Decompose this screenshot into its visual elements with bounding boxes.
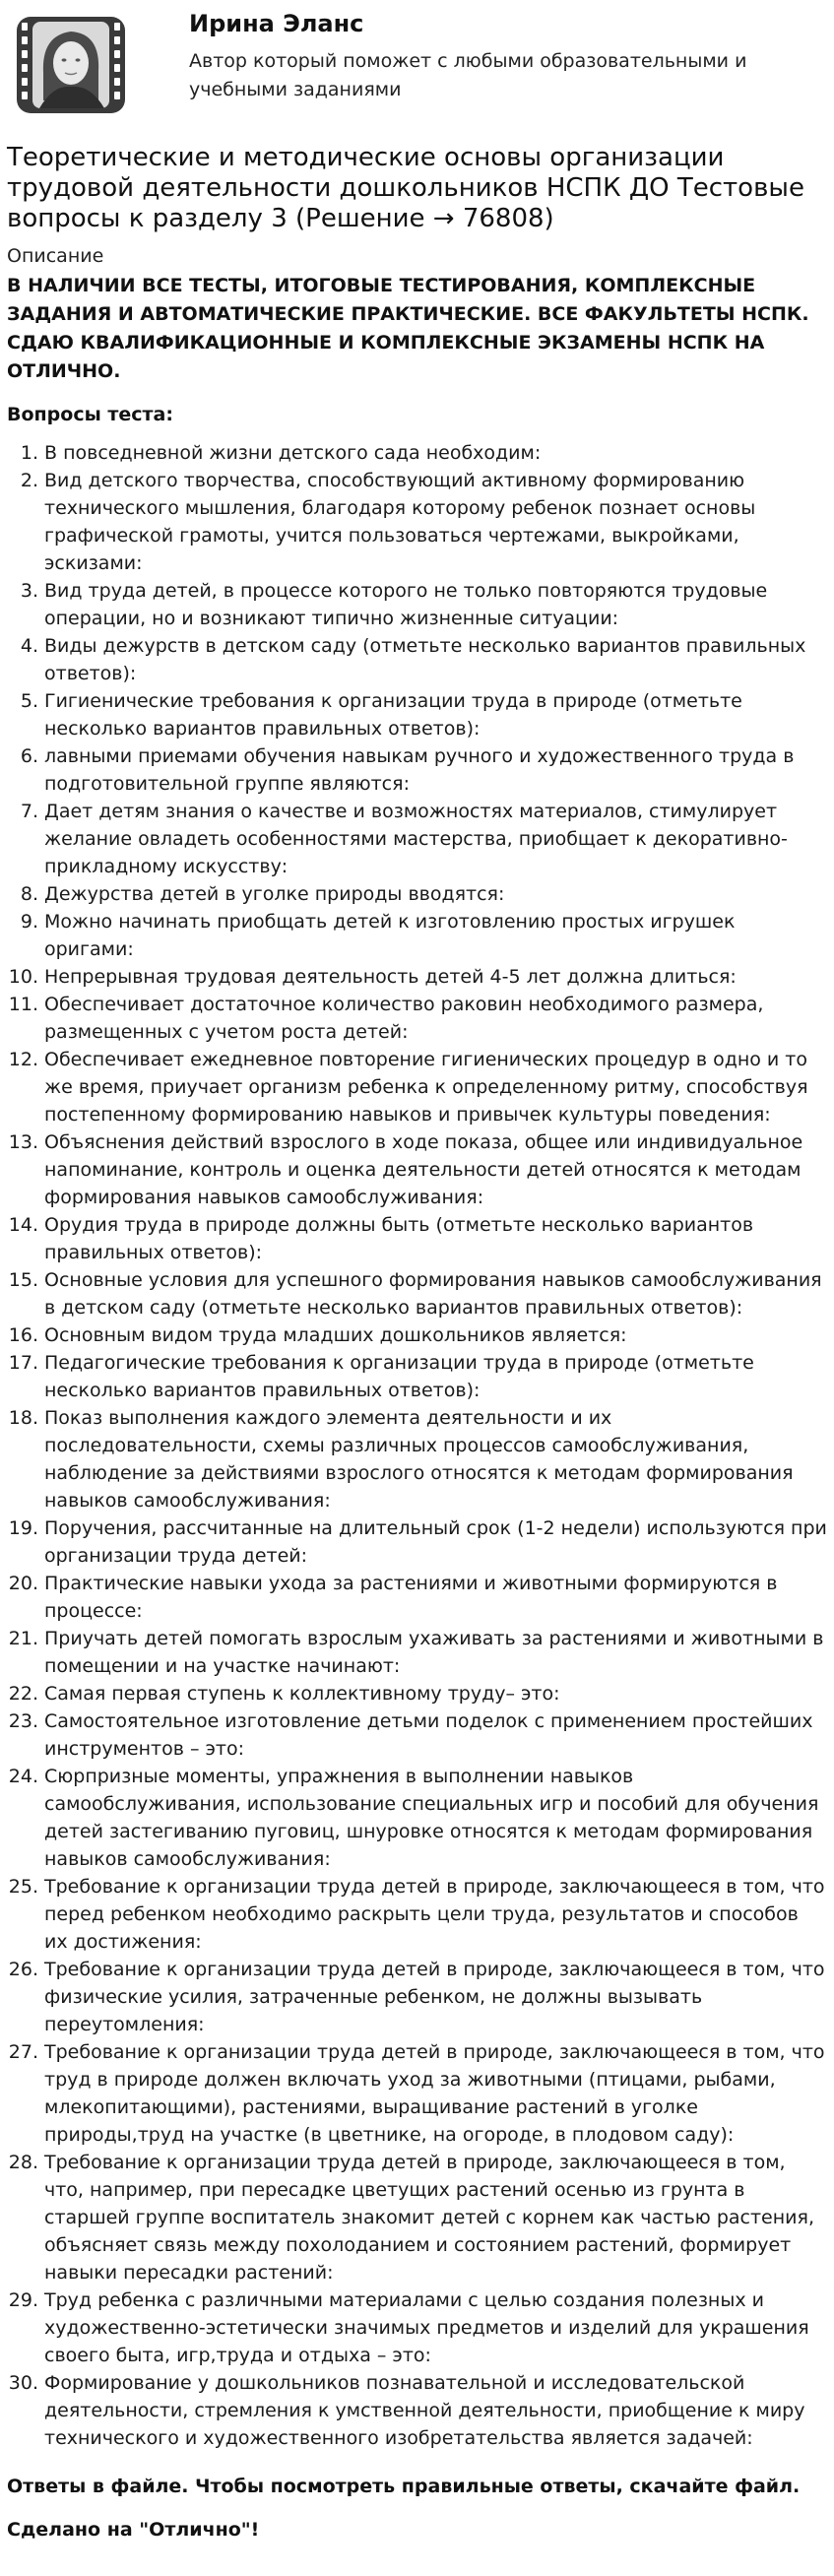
questions-heading: Вопросы теста:	[7, 404, 173, 425]
question-text: Вид детского творчества, способствующий активному формированию технического мышления, благодаря которому ребенок познает основы графической грамоты, учится пользоваться чертежами, выкройками, эскизами:	[44, 470, 756, 574]
question-item: 26. Требование к организации труда детей в природе, заключающееся в том, что физические усилия, затраченные ребенком, не должны вызывать переутомления:	[8, 1959, 825, 2035]
question-item: 27. Требование к организации труда детей в природе, заключающееся в том, что труд в природе должен включать уход за животными (птицами, рыбами, млекопитающими), растениями, выращивание растений в уголке природы,труд на участке (в цветнике, на огороде, в плодовом саду):	[8, 2041, 825, 2146]
document-title: Теоретические и методические основы организации трудовой деятельности дошкольников НСПК ДО Тестовые вопросы к разделу 3 (Решение → 76808)	[7, 143, 804, 233]
question-text: Дает детям знания о качестве и возможностях материалов, стимулирует желание овладеть особенностями мастерства, приобщает к декоративно-прикладному искусству:	[44, 801, 788, 877]
question-item: 13. Объяснения действий взрослого в ходе показа, общее или индивидуальное напоминание, контроль и оценка деятельности детей относятся к методам формирования навыков самообслуживания:	[8, 1131, 803, 1208]
question-text: Самостоятельное изготовление детьми поделок с применением простейших инструментов – это:	[44, 1710, 813, 1760]
question-text: Обеспечивает достаточное количество раковин необходимого размера, размещенных с учетом роста детей:	[44, 994, 764, 1043]
question-item: 9. Можно начинать приобщать детей к изготовлению простых игрушек оригами:	[20, 911, 736, 960]
question-text: Практические навыки ухода за растениями и животными формируются в процессе:	[44, 1573, 778, 1622]
question-text: Гигиенические требования к организации труда в природе (отметьте несколько вариантов правильных ответов):	[44, 690, 742, 740]
question-item: 6. лавными приемами обучения навыкам ручного и художественного труда в подготовительной группе являются:	[20, 745, 795, 795]
question-text: Требование к организации труда детей в природе, заключающееся в том, что физические усилия, затраченные ребенком, не должны вызывать переутомления:	[44, 1959, 825, 2035]
question-text: Виды дежурств в детском саду (отметьте несколько вариантов правильных ответов):	[44, 635, 806, 684]
description-label: Описание	[7, 245, 104, 267]
question-item: 22. Самая первая ступень к коллективному труду– это:	[8, 1683, 560, 1705]
question-item: 15. Основные условия для успешного формирования навыков самообслуживания в детском саду (отметьте несколько вариантов правильных ответов):	[8, 1269, 822, 1319]
question-item: 18. Показ выполнения каждого элемента деятельности и их последовательности, схемы различных процессов самообслуживания, наблюдение за действиями взрослого относятся к методам формирования навыков самообслуживания:	[8, 1407, 794, 1512]
question-text: Дежурства детей в уголке природы вводятся:	[44, 883, 505, 905]
question-item: 11. Обеспечивает достаточное количество раковин необходимого размера, размещенных с учетом роста детей:	[8, 994, 764, 1043]
author-avatar[interactable]	[14, 14, 128, 116]
question-text: Самая первая ступень к коллективному труду– это:	[44, 1683, 560, 1705]
question-text: Обеспечивает ежедневное повторение гигиенических процедур в одно и то же время, приучает организм ребенка к определенному ритму, способствуя постепенному формированию навыков и привычек культуры поведения:	[44, 1049, 808, 1126]
question-text: Требование к организации труда детей в природе, заключающееся в том, что перед ребенком необходимо раскрыть цели труда, результатов и способов их достижения:	[44, 1876, 825, 1953]
question-item: 12. Обеспечивает ежедневное повторение гигиенических процедур в одно и то же время, приучает организм ребенка к определенному ритму, способствуя постепенному формированию навыков и привычек культуры поведения:	[8, 1049, 808, 1126]
question-text: Требование к организации труда детей в природе, заключающееся в том, что, например, при пересадке цветущих растений осенью из грунта в старшей группе воспитатель знакомит детей с корнем как частью растения, объясняет связь между похолоданием и состоянием растений, формирует навыки пересадки растений:	[44, 2152, 814, 2284]
notice-text: В НАЛИЧИИ ВСЕ ТЕСТЫ, ИТОГОВЫЕ ТЕСТИРОВАНИЯ, КОМПЛЕКСНЫЕ ЗАДАНИЯ И АВТОМАТИЧЕСКИЕ ПРАКТИЧЕСКИЕ. ВСЕ ФАКУЛЬТЕТЫ НСПК. СДАЮ КВАЛИФИКАЦИОННЫЕ И КОМПЛЕКСНЫЕ ЭКЗАМЕНЫ НСПК НА ОТЛИЧНО.	[7, 275, 809, 382]
question-item: 20. Практические навыки ухода за растениями и животными формируются в процессе:	[8, 1573, 778, 1622]
question-text: Орудия труда в природе должны быть (отметьте несколько вариантов правильных ответов):	[44, 1214, 754, 1263]
question-text: Основные условия для успешного формирования навыков самообслуживания в детском саду (отметьте несколько вариантов правильных ответов):	[44, 1269, 822, 1319]
question-text: Вид труда детей, в процессе которого не только повторяются трудовые операции, но и возникают типично жизненные ситуации:	[44, 580, 768, 629]
question-item: 21. Приучать детей помогать взрослым ухаживать за растениями и животными в помещении и на участке начинают:	[8, 1628, 824, 1677]
answers-note: Ответы в файле. Чтобы посмотреть правильные ответы, скачайте файл.	[7, 2476, 801, 2497]
question-item: 30. Формирование у дошкольников познавательной и исследовательской деятельности, стремления к умственной деятельности, приобщение к миру технического и художественного изобретательства является задачей:	[8, 2372, 805, 2449]
question-text: Педагогические требования к организации труда в природе (отметьте несколько вариантов правильных ответов):	[44, 1352, 754, 1401]
question-item: 23. Самостоятельное изготовление детьми поделок с применением простейших инструментов – это:	[8, 1710, 813, 1760]
questions-list	[7, 439, 827, 2452]
question-text: Основным видом труда младших дошкольников является:	[44, 1324, 627, 1346]
question-item: 4. Виды дежурств в детском саду (отметьте несколько вариантов правильных ответов):	[20, 635, 806, 684]
question-text: Приучать детей помогать взрослым ухаживать за растениями и животными в помещении и на участке начинают:	[44, 1628, 824, 1677]
question-text: Формирование у дошкольников познавательной и исследовательской деятельности, стремления к умственной деятельности, приобщение к миру технического и художественного изобретательства является задачей:	[44, 2372, 805, 2449]
question-item: 19. Поручения, рассчитанные на длительный срок (1-2 недели) используются при организации труда детей:	[8, 1517, 827, 1567]
author-name[interactable]: Ирина Эланс	[189, 10, 364, 37]
question-item: 24. Сюрпризные моменты, упражнения в выполнении навыков самообслуживания, использование специальных игр и пособий для обучения детей застегиванию пуговиц, шнуровке относятся к методам формирования навыков самообслуживания:	[8, 1766, 819, 1870]
question-item: 3. Вид труда детей, в процессе которого не только повторяются трудовые операции, но и возникают типично жизненные ситуации:	[20, 580, 768, 629]
question-item: 5. Гигиенические требования к организации труда в природе (отметьте несколько вариантов правильных ответов):	[20, 690, 742, 740]
author-card	[7, 0, 827, 133]
question-item: 25. Требование к организации труда детей в природе, заключающееся в том, что перед ребенком необходимо раскрыть цели труда, результатов и способов их достижения:	[8, 1876, 825, 1953]
question-text: Можно начинать приобщать детей к изготовлению простых игрушек оригами:	[44, 911, 736, 960]
question-item: 2. Вид детского творчества, способствующий активному формированию технического мышления, благодаря которому ребенок познает основы графической грамоты, учится пользоваться чертежами, выкройками, эскизами:	[20, 470, 756, 574]
quality-note: Сделано на "Отлично"!	[7, 2519, 260, 2541]
question-text: В повседневной жизни детского сада необходим:	[44, 442, 542, 464]
author-description: Автор который поможет с любыми образовательными и учебными заданиями	[189, 50, 747, 100]
question-text: Объяснения действий взрослого в ходе показа, общее или индивидуальное напоминание, контроль и оценка деятельности детей относятся к методам формирования навыков самообслуживания:	[44, 1131, 803, 1208]
question-text: лавными приемами обучения навыкам ручного и художественного труда в подготовительной группе являются:	[44, 745, 795, 795]
question-item: 7. Дает детям знания о качестве и возможностях материалов, стимулирует желание овладеть особенностями мастерства, приобщает к декоративно-прикладному искусству:	[20, 801, 788, 877]
question-item: 29. Труд ребенка с различными материалами с целью создания полезных и художественно-эстетически значимых предметов и изделий для украшения своего быта, игр,труда и отдыха – это:	[8, 2289, 809, 2366]
question-item: 8. Дежурства детей в уголке природы вводятся:	[20, 883, 505, 905]
question-text: Сюрпризные моменты, упражнения в выполнении навыков самообслуживания, использование специальных игр и пособий для обучения детей застегиванию пуговиц, шнуровке относятся к методам формирования навыков самообслуживания:	[44, 1766, 819, 1870]
question-item: 16. Основным видом труда младших дошкольников является:	[8, 1324, 627, 1346]
question-text: Показ выполнения каждого элемента деятельности и их последовательности, схемы различных процессов самообслуживания, наблюдение за действиями взрослого относятся к методам формирования навыков самообслуживания:	[44, 1407, 794, 1512]
question-text: Труд ребенка с различными материалами с целью создания полезных и художественно-эстетически значимых предметов и изделий для украшения своего быта, игр,труда и отдыха – это:	[44, 2289, 809, 2366]
question-text: Требование к организации труда детей в природе, заключающееся в том, что труд в природе должен включать уход за животными (птицами, рыбами, млекопитающими), растениями, выращивание растений в уголке природы,труд на участке (в цветнике, на огороде, в плодовом саду):	[44, 2041, 825, 2146]
question-text: Поручения, рассчитанные на длительный срок (1-2 недели) используются при организации труда детей:	[44, 1517, 827, 1567]
question-item: 1. В повседневной жизни детского сада необходим:	[20, 442, 542, 464]
question-text: Непрерывная трудовая деятельность детей 4-5 лет должна длиться:	[44, 966, 737, 988]
question-item: 17. Педагогические требования к организации труда в природе (отметьте несколько вариантов правильных ответов):	[8, 1352, 754, 1401]
question-item: 10. Непрерывная трудовая деятельность детей 4-5 лет должна длиться:	[8, 966, 737, 988]
question-item: 28. Требование к организации труда детей в природе, заключающееся в том, что, например, при пересадке цветущих растений осенью из грунта в старшей группе воспитатель знакомит детей с корнем как частью растения, объясняет связь между похолоданием и состоянием растений, формирует навыки пересадки растений:	[8, 2152, 814, 2284]
question-item: 14. Орудия труда в природе должны быть (отметьте несколько вариантов правильных ответов):	[8, 1214, 754, 1263]
